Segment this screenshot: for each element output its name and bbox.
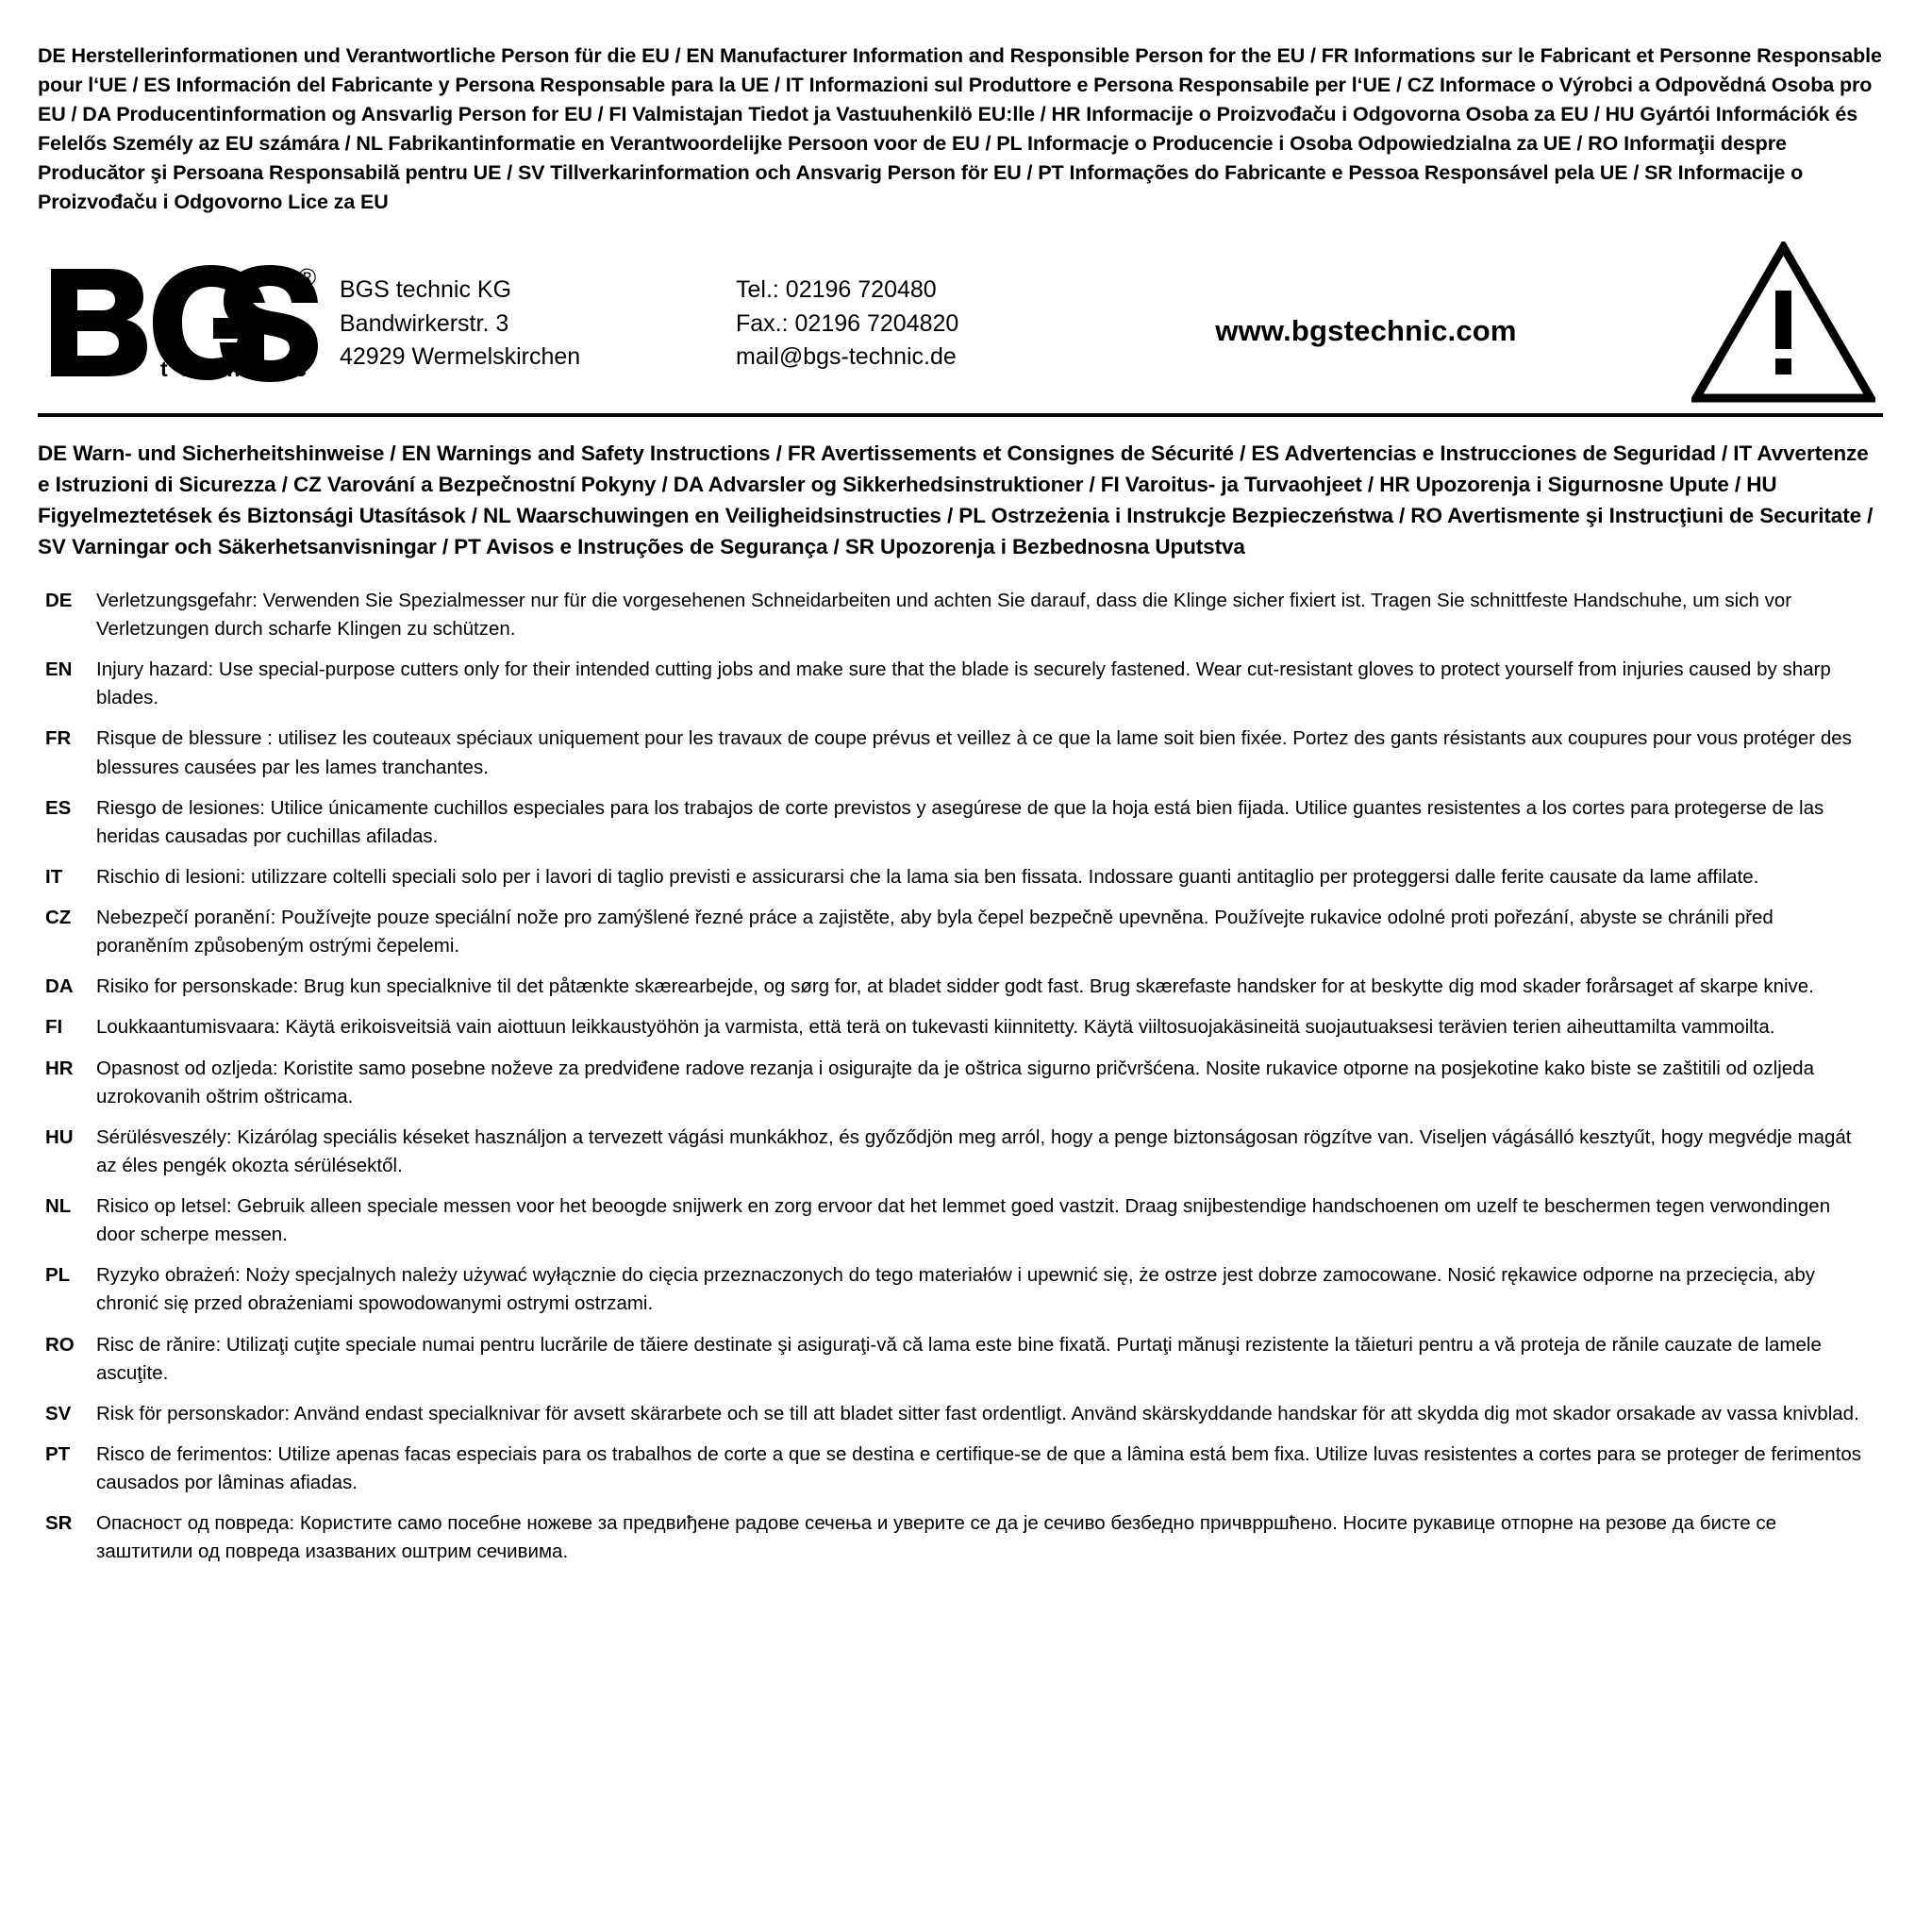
lang-code: DA bbox=[45, 975, 74, 998]
company-tel: Tel.: 02196 720480 bbox=[736, 276, 937, 304]
lang-code: DE bbox=[45, 589, 73, 611]
warning-text: Injury hazard: Use special-purpose cutters only for their intended cutting jobs and make sure that the blade is securely fastened. Wear cut-resistant gloves to protect yourself from injuries caused by sharp blades. bbox=[96, 658, 1831, 709]
lang-code: SR bbox=[45, 1512, 73, 1535]
lang-code: IT bbox=[45, 865, 63, 888]
warning-text: Risco de ferimentos: Utilize apenas facas especiais para os trabalhos de corte a que se destina e certifique-se de que a lâmina está bem fixa. Utilize luvas resistentes a cortes para se proteger de ferimentos causados por lâminas afiadas. bbox=[96, 1442, 1862, 1494]
lang-code: RO bbox=[45, 1333, 75, 1356]
warning-text: Riesgo de lesiones: Utilice únicamente cuchillos especiales para los trabajos de corte previstos y asegúrese de que la hoja está bien fijada. Utilice guantes resistentes a los cortes para protegerse de las heridas causadas por cuchillas afiladas. bbox=[96, 796, 1824, 847]
warning-text: Opasnost od ozljeda: Koristite samo posebne noževe za predviđene radove rezanja i osigurajte da je oštrica sigurno pričvršćena. Nosite rukavice otporne na posjekotine kako biste se zaštitili od ozljeda uzrokovanih oštrim oštricama. bbox=[96, 1057, 1814, 1108]
lang-code: EN bbox=[45, 658, 73, 681]
warning-row-sr bbox=[38, 1509, 1883, 1566]
company-website: www.bgstechnic.com bbox=[1215, 313, 1517, 347]
lang-code: FI bbox=[45, 1016, 63, 1039]
warning-row-fr bbox=[38, 724, 1883, 781]
company-band bbox=[38, 234, 1883, 417]
warning-row-en bbox=[38, 656, 1883, 712]
warning-row-pt bbox=[38, 1441, 1883, 1497]
lang-code: NL bbox=[45, 1195, 72, 1218]
warning-text: Rischio di lesioni: utilizzare coltelli speciali solo per i lavori di taglio previsti e assicurarsi che la lama sia ben fissata. Indossare guanti antitaglio per proteggersi dalle ferite causate da lame affilate. bbox=[96, 865, 1759, 888]
warning-row-fi bbox=[38, 1013, 1883, 1041]
lang-code: PL bbox=[45, 1264, 71, 1287]
warning-text: Loukkaantumisvaara: Käytä erikoisveitsiä vain aiottuun leikkaustyöhön ja varmista, että terä on tukevasti kiinnitetty. Käytä viiltosuojakäsineitä suojautuaksesi terävien terien aiheuttamilta vammoilta. bbox=[96, 1016, 1775, 1039]
lang-code: SV bbox=[45, 1402, 72, 1424]
svg-text:®: ® bbox=[298, 262, 317, 291]
lang-code: PT bbox=[45, 1442, 71, 1465]
warning-triangle bbox=[1685, 242, 1883, 404]
manufacturer-info-heading: DE Herstellerinformationen und Verantwortliche Person für die EU / EN Manufacturer Information and Responsible Person for the EU / FR Informations sur le Fabricant et Personne Responsable pour l‘UE / ES Información del Fabricante y Persona Responsable para la UE / IT Informazioni sul Produttore e Persona Responsabile per l‘UE / CZ Informace o Výrobci a Odpovědná Osoba pro EU / DA Producentinformation og Ansvarlig Person for EU / FI Valmistajan Tiedot ja Vastuuhenkilö EU:lle / HR Informacije o Proizvođaču i Odgovorna Osoba za EU / HU Gyártói Információk és Felelős Személy az EU számára / NL Fabrikantinformatie en Verantwoordelijke Persoon voor de EU / PL Informacje o Producencie i Osoba Odpowiedzialna za UE / RO Informaţii despre Producător şi Persoana Responsabilă pentru UE / SV Tillverkarinformation och Ansvarig Person för EU / PT Informações do Fabricante e Pessoa Responsável pela UE / SR Informacije o Proizvođaču i Odgovorno Lice za EU bbox=[38, 44, 1882, 213]
company-address bbox=[340, 270, 736, 375]
lang-code: HU bbox=[45, 1125, 74, 1148]
bgs-logo-icon bbox=[45, 261, 328, 384]
warning-triangle-icon bbox=[1691, 242, 1875, 404]
warning-row-hu bbox=[38, 1124, 1883, 1180]
warning-row-ro bbox=[38, 1331, 1883, 1388]
warning-row-de bbox=[38, 587, 1883, 643]
svg-text:t e c h n i c: t e c h n i c bbox=[160, 356, 309, 381]
warning-text: Risque de blessure : utilisez les couteaux spéciaux uniquement pour les travaux de coupe prévus et veillez à ce que la lame soit bien fixée. Portez des gants résistants aux coupures pour vous protéger des blessures causées par les lames tranchantes. bbox=[96, 727, 1852, 778]
warning-text: Ryzyko obrażeń: Noży specjalnych należy używać wyłącznie do cięcia przeznaczonych do tego materiałów i upewnić się, że ostrze jest dobrze zamocowane. Nosić rękawice odporne na przecięcia, aby chronić się przed obrażeniami spowodowanymi ostrymi ostrzami. bbox=[96, 1264, 1815, 1315]
company-street: Bandwirkerstr. 3 bbox=[340, 309, 509, 337]
lang-code: HR bbox=[45, 1057, 74, 1079]
warning-row-it bbox=[38, 863, 1883, 891]
bgs-logo bbox=[38, 261, 340, 384]
warnings-heading: DE Warn- und Sicherheitshinweise / EN Warnings and Safety Instructions / FR Avertissements et Consignes de Sécurité / ES Advertencias e Instrucciones de Seguridad / IT Avvertenze e Istruzioni di Sicurezza / CZ Varování a Bezpečnostní Pokyny / DA Advarsler og Sikkerhedsinstruktioner / FI Varoitus- ja Turvaohjeet / HR Upozorenja i Sigurnosne Upute / HU Figyelmeztetések és Biztonsági Utasítások / NL Waarschuwingen en Veiligheidsinstructies / PL Ostrzeżenia i Instrukcje Bezpieczeństwa / RO Avertismente şi Instrucţiuni de Securitate / SV Varningar och Säkerhetsanvisningar / PT Avisos e Instruções de Segurança / SR Upozorenja i Bezbednosna Uputstva bbox=[38, 441, 1874, 558]
lang-code: CZ bbox=[45, 907, 72, 929]
warning-text: Nebezpečí poranění: Používejte pouze speciální nože pro zamýšlené řezné práce a zajistěte, aby byla čepel bezpečně upevněna. Používejte rukavice odolné proti pořezání, abyste se chránili před poraněním způsobeným ostrými čepelemi. bbox=[96, 907, 1774, 958]
warning-text: Sérülésveszély: Kizárólag speciális késeket használjon a tervezett vágási munkákhoz, és győződjön meg arról, hogy a penge biztonságosan rögzítve van. Viseljen vágásálló kesztyűt, hogy megvédje magát az éles pengék okozta sérülésektől. bbox=[96, 1125, 1852, 1176]
warning-row-es bbox=[38, 794, 1883, 851]
warning-text: Risico op letsel: Gebruik alleen speciale messen voor het beoogde snijwerk en zorg ervoor dat het lemmet goed vastzit. Draag snijbestendige handschoenen om uzelf te beschermen tegen verwondingen door scherpe messen. bbox=[96, 1195, 1831, 1246]
lang-code: FR bbox=[45, 727, 72, 750]
warning-text: Risiko for personskade: Brug kun specialknive til det påtænkte skærearbejde, og sørg for, at bladet sidder godt fast. Brug skærefaste handsker for at beskytte dig mod skader forårsaget af skarpe knive. bbox=[96, 975, 1814, 998]
company-name: BGS technic KG bbox=[340, 276, 512, 304]
company-contact bbox=[736, 270, 1047, 375]
warning-row-cz bbox=[38, 904, 1883, 960]
warning-text: Risc de rănire: Utilizaţi cuţite speciale numai pentru lucrările de tăiere destinate şi asiguraţi-vă că lama este bine fixată. Purtaţi mănuşi rezistente la tăieturi pentru a vă proteja de rănile cauzate de lamele ascuţite. bbox=[96, 1333, 1822, 1384]
warning-row-pl bbox=[38, 1261, 1883, 1318]
company-fax: Fax.: 02196 7204820 bbox=[736, 309, 959, 337]
warnings-list bbox=[38, 587, 1883, 1567]
warning-text: Risk för personskador: Använd endast specialknivar för avsett skärarbete och se till att bladet sitter fast ordentligt. Använd skärskyddande handskar för att skydda dig mot skador orsakade av vassa knivblad. bbox=[96, 1402, 1859, 1424]
warning-row-hr bbox=[38, 1055, 1883, 1111]
warning-text: Опасност од повреда: Користите само посебне ножеве за предвиђене радове сечења и уверите се да је сечиво безбедно причврршћено. Носите рукавице отпорне на резове да бисте се заштитили од повреда изазваних оштрим сечивима. bbox=[96, 1512, 1777, 1563]
warning-row-nl bbox=[38, 1192, 1883, 1249]
warning-row-sv bbox=[38, 1400, 1883, 1428]
warning-text: Verletzungsgefahr: Verwenden Sie Spezialmesser nur für die vorgesehenen Schneidarbeiten und achten Sie darauf, dass die Klinge sicher fixiert ist. Tragen Sie schnittfeste Handschuhe, um sich vor Verletzungen durch scharfe Klingen zu schützen. bbox=[96, 589, 1792, 641]
warning-row-da bbox=[38, 973, 1883, 1001]
lang-code: ES bbox=[45, 796, 72, 819]
company-city: 42929 Wermelskirchen bbox=[340, 343, 581, 371]
company-email: mail@bgs-technic.de bbox=[736, 343, 957, 371]
